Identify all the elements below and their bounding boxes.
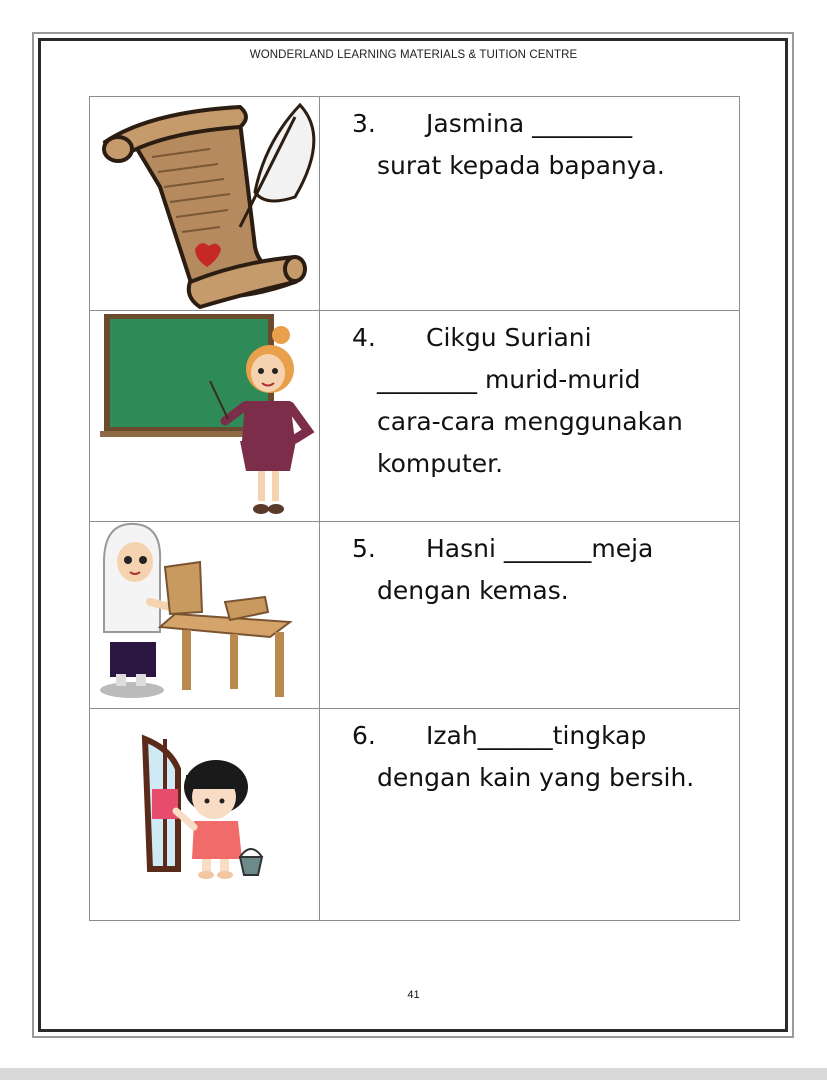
page-header: WONDERLAND LEARNING MATERIALS & TUITION CENTRE	[249, 49, 578, 61]
question-line: cara-cara menggunakan	[377, 407, 683, 436]
table-row	[90, 521, 739, 708]
table-row	[90, 97, 739, 310]
question-3	[352, 103, 729, 187]
question-number: 5.	[352, 534, 376, 563]
question-6	[352, 715, 729, 799]
teacher-chalkboard-icon	[90, 311, 320, 521]
question-line: Hasni _______meja	[426, 534, 654, 563]
scan-edge	[0, 1068, 827, 1080]
question-number: 4.	[352, 323, 376, 352]
question-line: ________ murid-murid	[377, 365, 641, 394]
table-row	[90, 310, 739, 521]
question-line: surat kepada bapanya.	[377, 151, 665, 180]
question-4	[352, 317, 729, 485]
scroll-quill-icon	[90, 97, 320, 310]
girl-cleaning-window-icon	[90, 709, 320, 920]
question-5	[352, 528, 729, 612]
girl-arranging-table-icon	[90, 522, 320, 708]
table-row	[90, 708, 739, 920]
question-line: Cikgu Suriani	[426, 323, 592, 352]
question-line: Izah______tingkap	[426, 721, 647, 750]
question-number: 6.	[352, 721, 376, 750]
question-number: 3.	[352, 109, 376, 138]
page-number: 41	[407, 989, 420, 1001]
question-line: komputer.	[377, 449, 504, 478]
worksheet-table	[89, 96, 740, 921]
question-line: dengan kemas.	[377, 576, 569, 605]
question-line: dengan kain yang bersih.	[377, 763, 695, 792]
question-line: Jasmina ________	[426, 109, 633, 138]
